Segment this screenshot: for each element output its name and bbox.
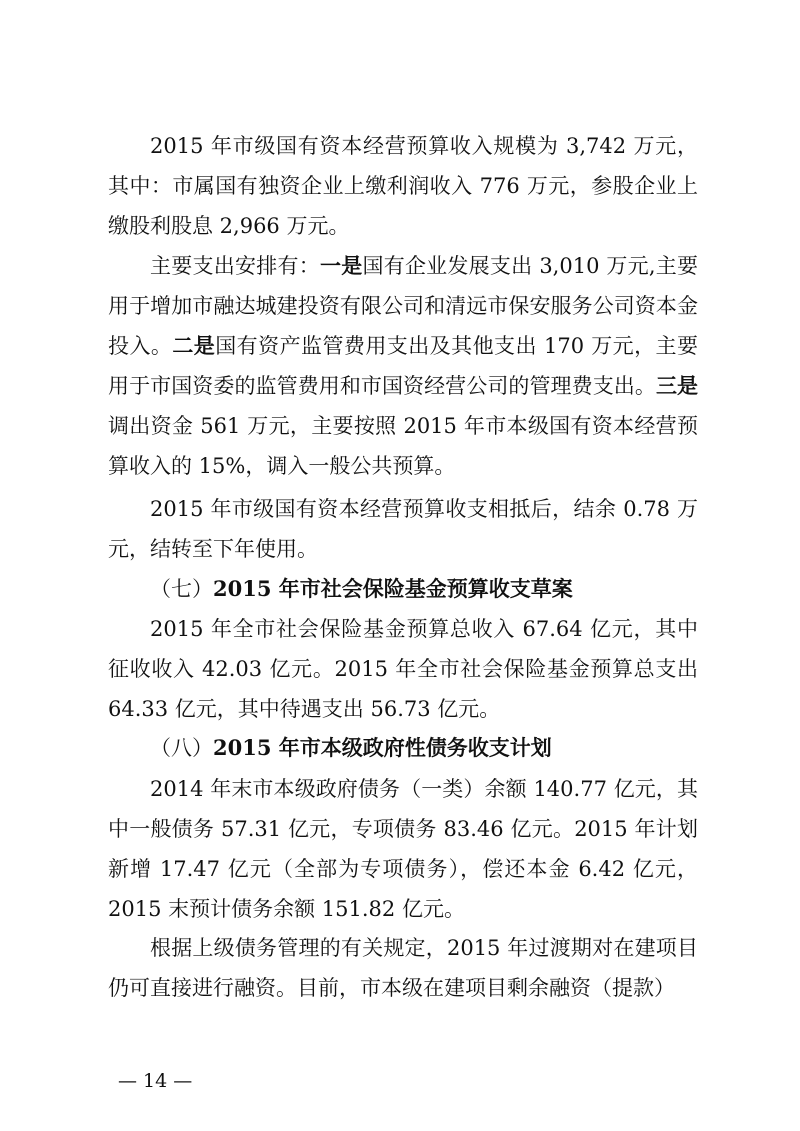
paragraph-text: 2015 年市级国有资本经营预算收入规模为 3,742 万元，其中：市属国有独资企业上缴利润收入 776 万元，参股企业上缴股利股息 2,966 万元。 — [108, 134, 698, 238]
heading-prefix: （七） — [150, 577, 213, 601]
item-second-text: 国有资产监管费用支出及其他支出 170 万元，主要用于市国资委的监管费用和市国资经营公司的管理费支出。 — [108, 334, 699, 398]
intro-text: 主要支出安排有： — [150, 254, 320, 278]
section-heading-government-debt — [108, 728, 698, 768]
heading-text — [108, 569, 698, 609]
paragraph-debt-regulations — [108, 928, 698, 1008]
heading-year: 2015 — [213, 735, 272, 760]
paragraph-text — [108, 246, 698, 486]
page-number: — 14 — — [118, 1070, 193, 1092]
item-third-text: 调出资金 561 万元，主要按照 2015 年市本级国有资本经营预算收入的 15%，调入一般公共预算。 — [108, 414, 698, 478]
paragraph-text: 根据上级债务管理的有关规定，2015 年过渡期对在建项目仍可直接进行融资。目前，市本级在建项目剩余融资（提款） — [108, 936, 698, 1000]
heading-prefix: （八） — [150, 736, 213, 760]
paragraph-expenditure-arrangements — [108, 246, 698, 486]
paragraph-social-insurance — [108, 609, 698, 729]
keyword-first: 一是 — [319, 253, 363, 278]
paragraph-debt-balance — [108, 769, 698, 929]
item-first-text: 国有企业发展支出 3,010 万元,主要用于增加市融达城建投资有限公司和清远市保安服务公司资本金投入。 — [108, 254, 699, 358]
paragraph-text: 2015 年市级国有资本经营预算收支相抵后，结余 0.78 万元，结转至下年使用。 — [108, 497, 698, 561]
paragraph-text: 2014 年末市本级政府债务（一类）余额 140.77 亿元，其中一般债务 57.31 亿元，专项债务 83.46 亿元。2015 年计划新增 17.47 亿元（全部为专项债务），偿还本金 6.42 亿元，2015 末预计债务余额 151.82 亿元。 — [108, 777, 698, 921]
heading-text — [108, 728, 698, 768]
keyword-third: 三是 — [655, 373, 699, 398]
paragraph-state-capital-revenue — [108, 126, 698, 246]
keyword-second: 二是 — [172, 333, 216, 358]
heading-title: 年市社会保险基金预算收支草案 — [271, 576, 573, 601]
heading-title: 年市本级政府性债务收支计划 — [271, 735, 552, 760]
heading-year: 2015 — [213, 576, 272, 601]
paragraph-text: 2015 年全市社会保险基金预算总收入 67.64 亿元，其中征收收入 42.03 亿元。2015 年全市社会保险基金预算总支出 64.33 亿元，其中待遇支出 56.73 亿元。 — [108, 617, 698, 721]
section-heading-social-insurance — [108, 569, 698, 609]
paragraph-balance — [108, 489, 698, 569]
